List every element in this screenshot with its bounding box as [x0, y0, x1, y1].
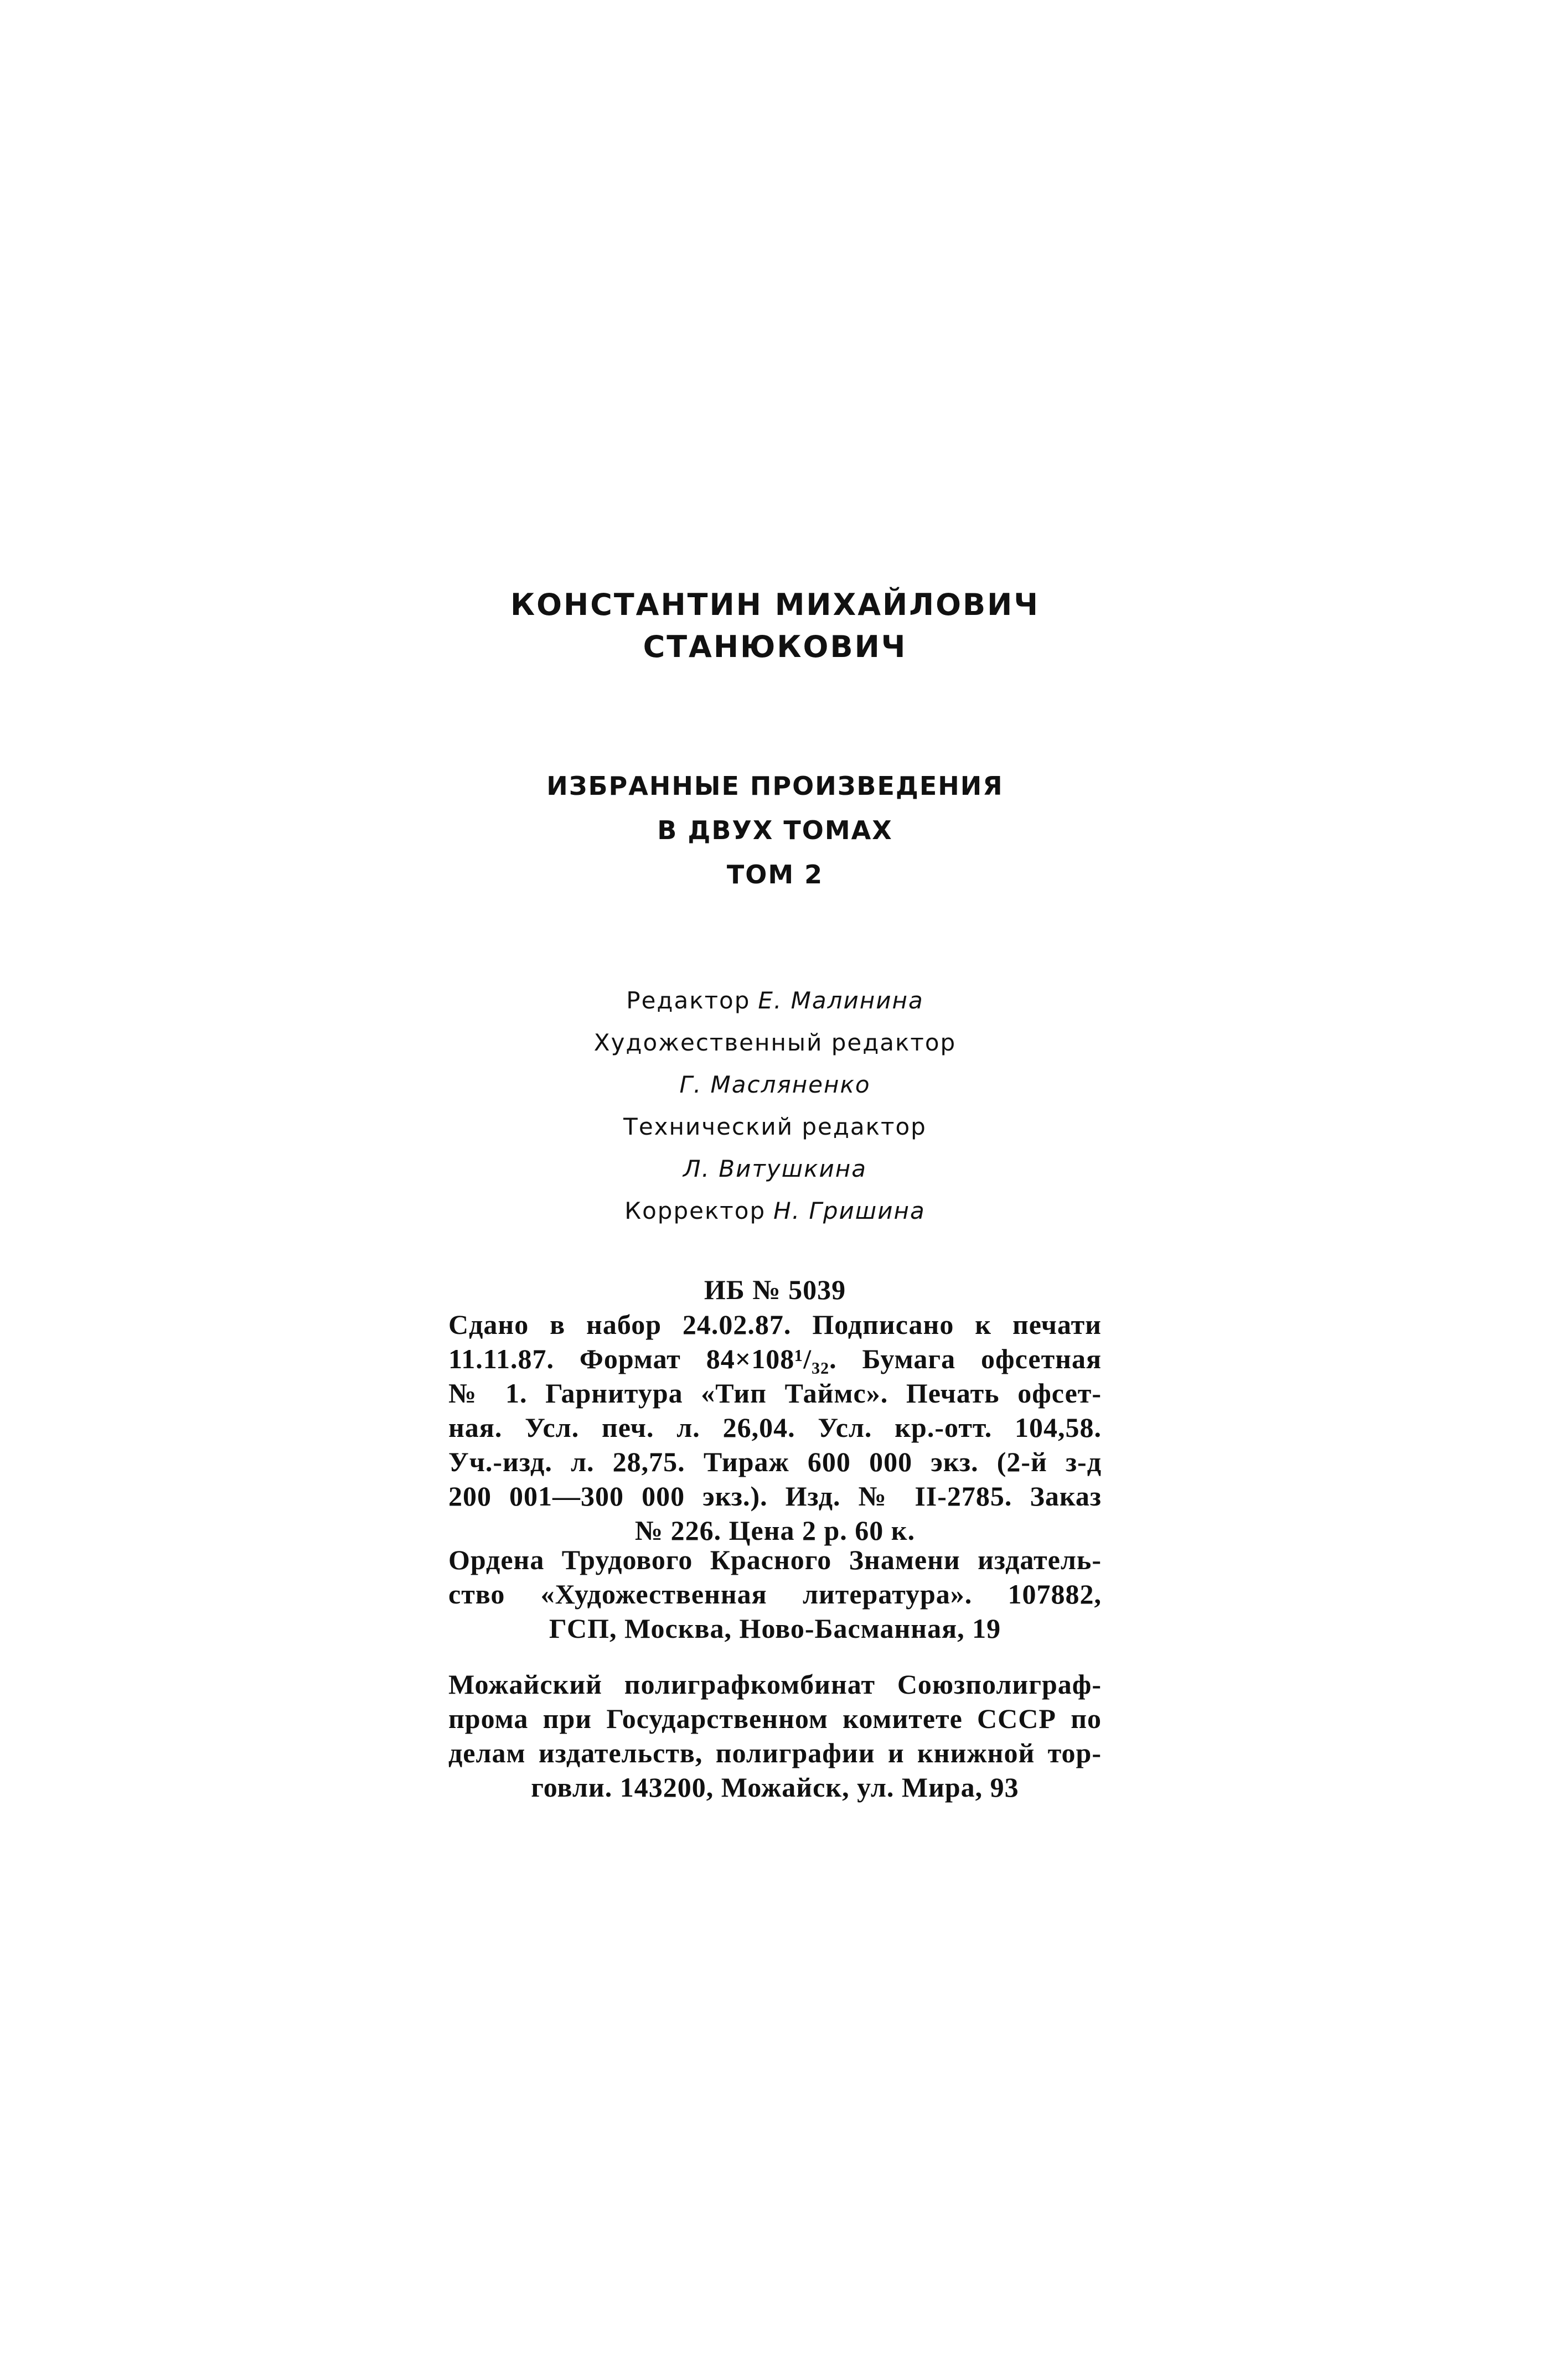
editorial-credits: [448, 980, 1102, 1232]
editor-credit: [448, 980, 1102, 1022]
printer-info-line: говли. 143200, Можайск, ул. Мира, 93: [531, 1772, 1019, 1803]
print-details-line: 200 001—300 000 экз.). Изд. № II-2785. Заказ: [448, 1481, 1102, 1512]
author-name-line-2: СТАНЮКОВИЧ: [643, 629, 907, 664]
print-details-line: № 1. Гарнитура «Тип Таймс». Печать офсет-: [448, 1378, 1102, 1409]
printer-info-line: делам издательств, полиграфии и книжной тор-: [448, 1737, 1102, 1768]
publisher-info-line: Ордена Трудового Красного Знамени издатель-: [448, 1544, 1102, 1575]
volume-number: ТОМ 2: [726, 860, 824, 889]
editor-name: Е. Малинина: [758, 987, 924, 1014]
author-name: [448, 584, 1102, 668]
print-details-line: Уч.-изд. л. 28,75. Тираж 600 000 экз. (2-й з-д: [448, 1446, 1102, 1477]
book-title: [448, 764, 1102, 897]
printer-info-line: прома при Государственном комитете СССР по: [448, 1703, 1102, 1734]
proofreader-role: Корректор: [624, 1197, 766, 1224]
print-details: [448, 1307, 1102, 1548]
publisher-info-line: ство «Художественная литература». 107882,: [448, 1579, 1102, 1610]
proofreader-name: Н. Гришина: [773, 1197, 926, 1224]
publisher-info-line: ГСП, Москва, Ново-Басманная, 19: [549, 1613, 1001, 1644]
print-details-line: 11.11.87. Формат 84×108¹/₃₂. Бумага офсетная: [448, 1343, 1102, 1374]
author-name-line-1: КОНСТАНТИН МИХАЙЛОВИЧ: [510, 587, 1040, 622]
tech-editor-role: Технический редактор: [623, 1113, 927, 1140]
book-title-line-1: ИЗБРАННЫЕ ПРОИЗВЕДЕНИЯ: [546, 771, 1004, 801]
publisher-info: [448, 1543, 1102, 1646]
art-editor-role: Художественный редактор: [593, 1029, 957, 1056]
printer-info-line: Можайский полиграфкомбинат Союзполиграф-: [448, 1669, 1102, 1700]
book-title-line-2: В ДВУХ ТОМАХ: [657, 815, 893, 845]
print-details-line: Сдано в набор 24.02.87. Подписано к печати: [448, 1309, 1102, 1340]
proofreader-credit: [448, 1190, 1102, 1232]
tech-editor-name: Л. Витушкина: [683, 1155, 867, 1182]
print-details-line: № 226. Цена 2 р. 60 к.: [634, 1515, 916, 1546]
ib-number: ИБ № 5039: [704, 1274, 846, 1305]
printer-info: [448, 1667, 1102, 1804]
print-details-line: ная. Усл. печ. л. 26,04. Усл. кр.-отт. 104,58.: [448, 1412, 1102, 1443]
editor-role: Редактор: [626, 987, 751, 1014]
art-editor-name: Г. Масляненко: [679, 1071, 871, 1098]
